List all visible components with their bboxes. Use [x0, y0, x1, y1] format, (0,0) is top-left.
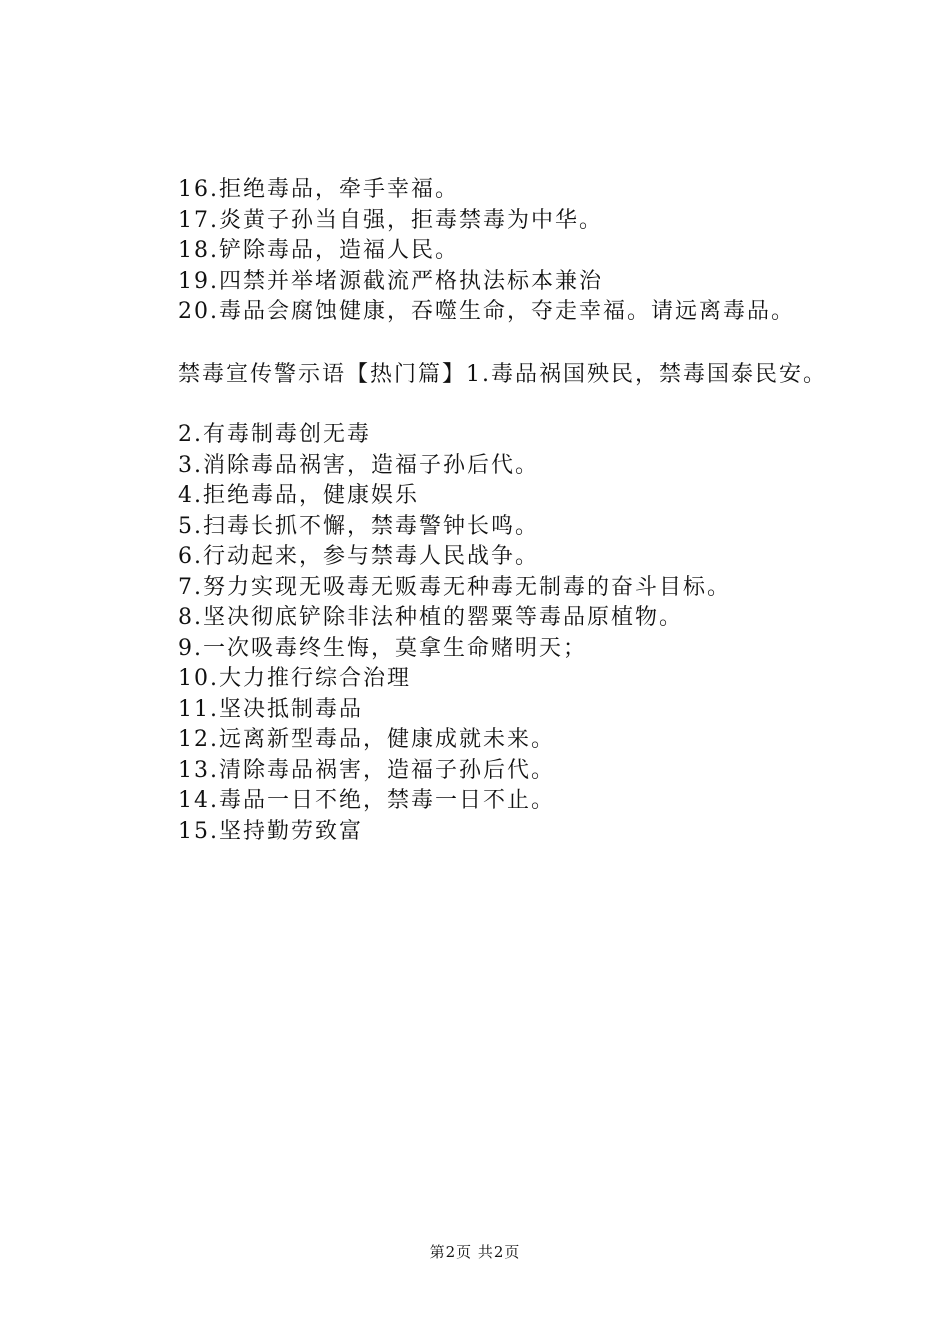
slogan-line: 8.坚决彻底铲除非法种植的罂粟等毒品原植物。 [178, 605, 683, 630]
slogan-list-continued [178, 175, 878, 328]
slogan-line: 14.毒品一日不绝，禁毒一日不止。 [178, 788, 555, 813]
slogan-line: 20.毒品会腐蚀健康，吞噬生命，夺走幸福。请远离毒品。 [178, 299, 795, 324]
slogan-line: 13.清除毒品祸害，造福子孙后代。 [178, 757, 555, 783]
slogan-line: 6.行动起来，参与禁毒人民战争。 [178, 544, 539, 569]
slogan-line: 18.铲除毒品，造福人民。 [178, 238, 459, 263]
page-footer: 第2页 共2页 [429, 1243, 521, 1261]
slogan-line: 15.坚持勤劳致富 [178, 818, 363, 844]
slogan-line: 11.坚决抵制毒品 [178, 696, 363, 722]
slogan-line: 4.拒绝毒品，健康娱乐 [178, 483, 419, 508]
slogan-line: 19.四禁并举堵源截流严格执法标本兼治 [178, 268, 603, 294]
slogan-line: 16.拒绝毒品，牵手幸福。 [178, 177, 459, 202]
section-heading-paragraph: 禁毒宣传警示语【热门篇】1.毒品祸国殃民，禁毒国泰民安。 [178, 362, 827, 387]
slogan-list [178, 420, 878, 847]
slogan-line: 7.努力实现无吸毒无贩毒无种毒无制毒的奋斗目标。 [178, 574, 731, 600]
slogan-line: 9.一次吸毒终生悔，莫拿生命赌明天； [178, 635, 587, 661]
slogan-line: 10.大力推行综合治理 [178, 666, 411, 691]
slogan-line: 2.有毒制毒创无毒 [178, 422, 371, 447]
slogan-line: 5.扫毒长抓不懈，禁毒警钟长鸣。 [178, 513, 539, 539]
slogan-line: 12.远离新型毒品，健康成就未来。 [178, 727, 555, 752]
slogan-line: 3.消除毒品祸害，造福子孙后代。 [178, 452, 539, 478]
slogan-line: 17.炎黄子孙当自强，拒毒禁毒为中华。 [178, 207, 603, 233]
